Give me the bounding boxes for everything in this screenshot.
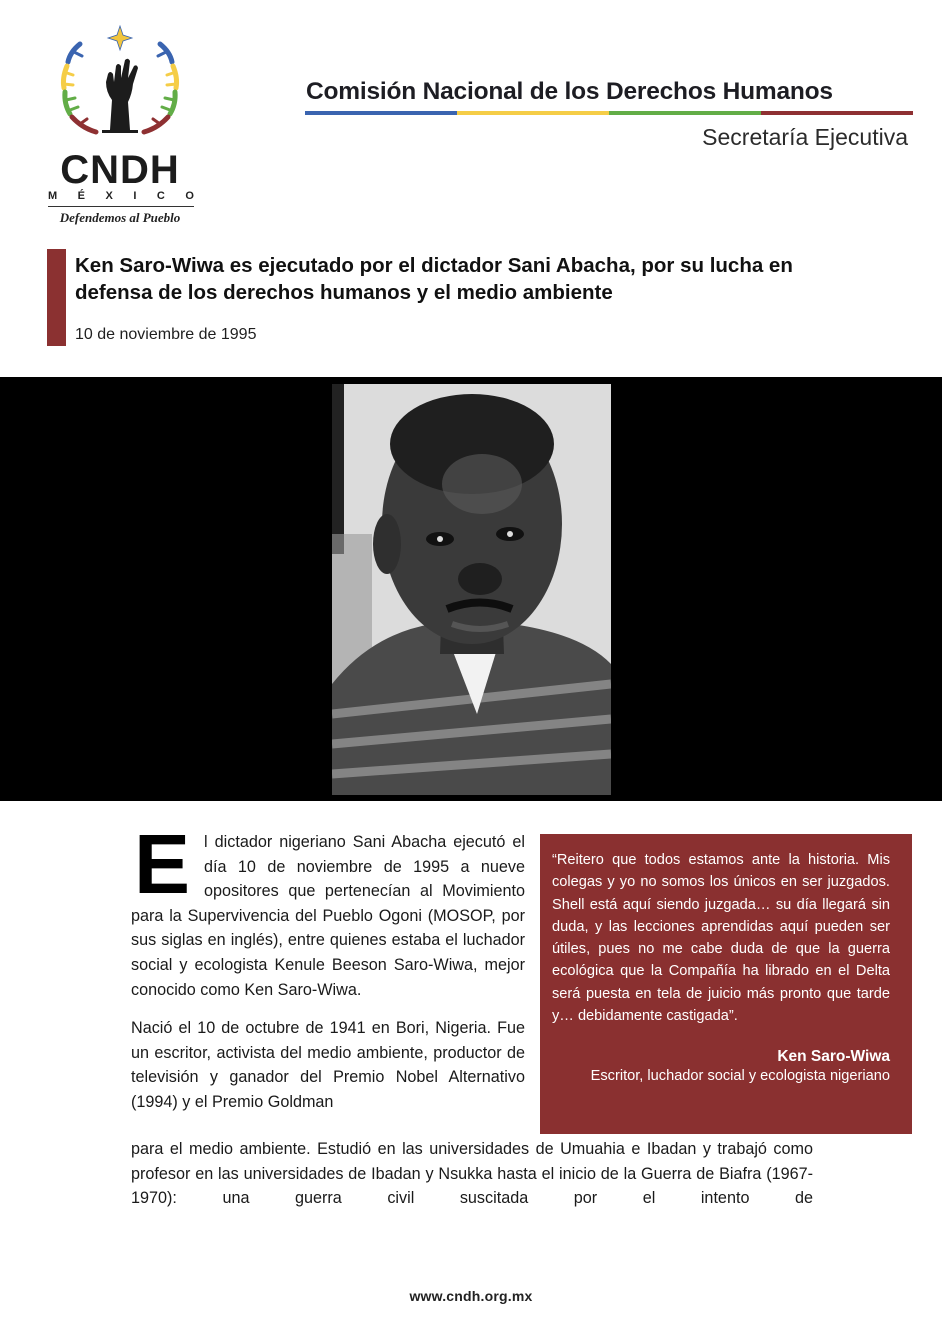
paragraph-intro-text: l dictador nigeriano Sani Abacha ejecutó el día 10 de noviembre de 1995 a nueve opositores que pertenecían al Movimiento para la Supervivencia del Pueblo Ogoni (MOSOP, por sus siglas en inglés), entre quienes estaba el luchador social y ecologista Kenule Beeson Saro-Wiwa, mejor conocido como Ken Saro-Wiwa. [131, 833, 525, 999]
photo-band [0, 377, 942, 801]
star-icon [108, 26, 132, 50]
article-headline: Ken Saro-Wiwa es ejecutado por el dictador Sani Abacha, por su lucha en defensa de los derechos humanos y el medio ambiente [75, 254, 793, 304]
portrait-photo [332, 384, 611, 795]
logo-letter: I [133, 190, 137, 202]
raised-hand-icon [102, 59, 138, 133]
paragraph-intro [131, 817, 525, 1002]
logo-letter: X [105, 190, 113, 202]
stripe-yellow [457, 111, 609, 115]
stripe-green [609, 111, 761, 115]
quote-author-role: Escritor, luchador social y ecologista nigeriano [590, 1068, 890, 1085]
laurel-wreath-icon [40, 22, 200, 152]
article-date: 10 de noviembre de 1995 [75, 326, 257, 343]
logo-letter: O [185, 190, 194, 202]
quote-author: Ken Saro-Wiwa [777, 1048, 890, 1066]
logo-letter: M [48, 190, 58, 202]
organization-name: Comisión Nacional de los Derechos Humanos [306, 78, 833, 105]
stripe-blue [305, 111, 457, 115]
article-body-column [131, 817, 525, 1129]
cndh-logo [40, 22, 200, 225]
stripe-red [761, 111, 913, 115]
color-stripe [305, 111, 913, 115]
paragraph-biography-continued: para el medio ambiente. Estudió en las universidades de Umuahia e Ibadan y trabajó como profesor en las universidades de Ibadan y Nsukka hasta el inicio de la Guerra de Biafra (1967-1970): una guerra civil suscitada por el intento de [131, 1140, 813, 1208]
title-accent-bar [47, 249, 66, 346]
quote-box [540, 834, 912, 1134]
drop-cap: E [134, 817, 191, 911]
logo-acronym: CNDH [60, 148, 180, 192]
organization-subtitle: Secretaría Ejecutiva [702, 124, 908, 150]
paragraph-biography: Nació el 10 de octubre de 1941 en Bori, Nigeria. Fue un escritor, activista del medio ambiente, productor de televisión y ganador del Premio Nobel Alternativo (1994) y el Premio Goldman [131, 1019, 525, 1111]
logo-letter: C [156, 190, 165, 202]
quote-text: “Reitero que todos estamos ante la historia. Mis colegas y yo no somos los únicos en ser juzgados. Shell está aquí siendo juzgada… su día llegará sin duda, y las lecciones aprendidas aquí pueden ser útiles, pues no me cabe duda de que la guerra ecológica que la Compañía ha librado en el Delta será puesta en tela de juicio más pronto que tarde y… debidamente castigada”. [552, 852, 890, 1025]
logo-letter: É [77, 190, 86, 202]
logo-motto: Defendemos al Pueblo [59, 210, 181, 225]
website-link[interactable]: www.cndh.org.mx [409, 1288, 533, 1304]
